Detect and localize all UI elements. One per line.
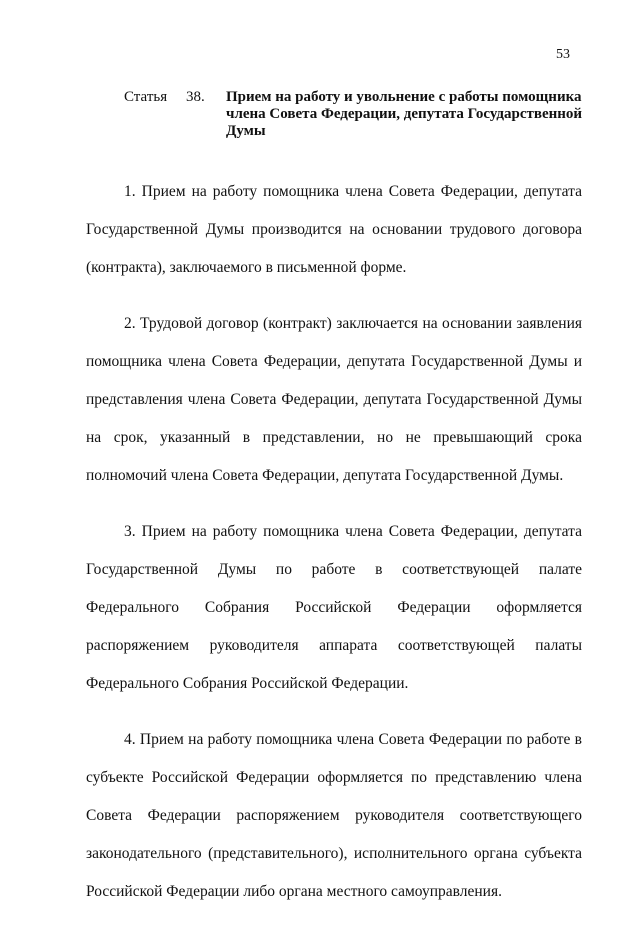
paragraph-4: 4. Прием на работу помощника члена Совета Федерации по работе в субъекте Российской Федерации оформляется по представлению члена Совета Федерации распоряжением руководителя соответствующего законодательного (представительного), исполнительного органа субъекта Российской Федерации либо органа местного самоуправления. [86,731,582,900]
article-heading [124,89,594,140]
paragraph-2: 2. Трудовой договор (контракт) заключается на основании заявления помощника члена Совета Федерации, депутата Государственной Думы и представления члена Совета Федерации, депутата Государственной Думы на срок, указанный в представлении, но не превышающий срока полномочий члена Совета Федерации, депутата Государственной Думы. [86,315,582,484]
article-title: Прием на работу и увольнение с работы помощника члена Совета Федерации, депутата Государственной Думы [226,89,583,139]
article-body [86,173,582,929]
page-number: 53 [556,47,570,62]
paragraph-1: 1. Прием на работу помощника члена Совета Федерации, депутата Государственной Думы производится на основании трудового договора (контракта), заключаемого в письменной форме. [86,183,582,276]
paragraph-3: 3. Прием на работу помощника члена Совета Федерации, депутата Государственной Думы по работе в соответствующей палате Федерального Собрания Российской Федерации оформляется распоряжением руководителя аппарата соответствующей палаты Федерального Собрания Российской Федерации. [86,523,582,692]
article-number: 38. [186,89,205,105]
article-label: Статья [124,89,168,105]
